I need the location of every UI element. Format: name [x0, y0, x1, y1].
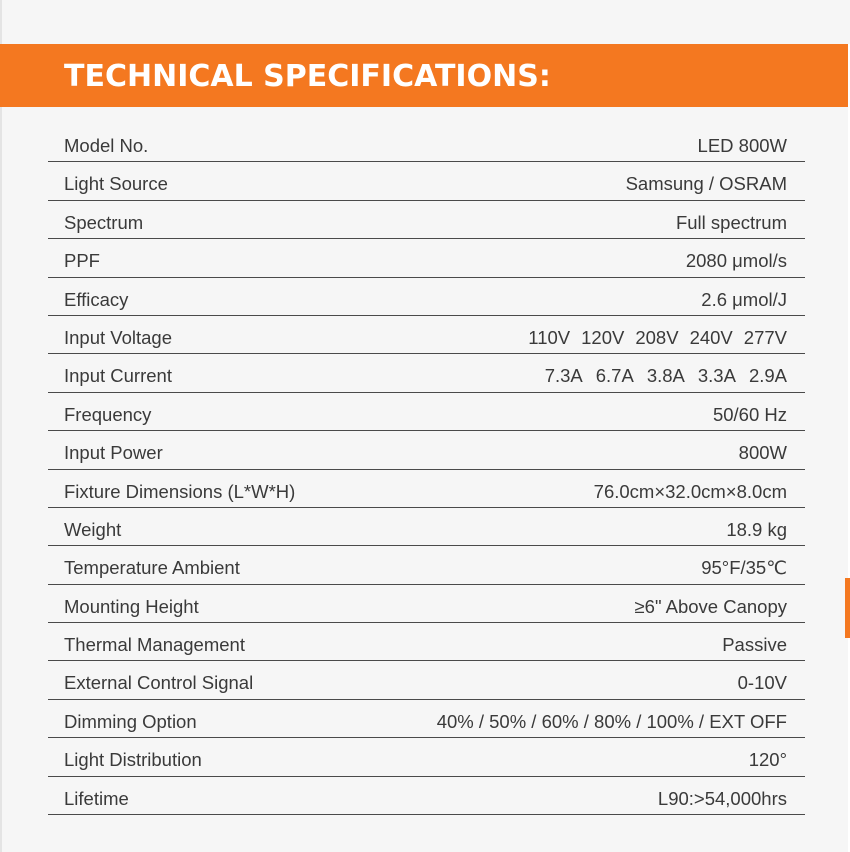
spec-value: 2.6 μmol/J — [701, 288, 787, 310]
spec-row-input-voltage — [48, 316, 805, 354]
spec-label: Light Distribution — [64, 749, 202, 771]
spec-label: Dimming Option — [64, 710, 197, 732]
current-value: 3.3A — [697, 365, 736, 387]
spec-row-lifetime — [48, 777, 805, 815]
spec-value: 76.0cm×32.0cm×8.0cm — [593, 480, 787, 502]
spec-value: 40% / 50% / 60% / 80% / 100% / EXT OFF — [436, 710, 787, 732]
spec-label: Weight — [64, 518, 122, 540]
spec-value: LED 800W — [697, 135, 787, 156]
voltage-value: 208V — [635, 326, 679, 348]
spec-row-light-source — [48, 162, 805, 200]
spec-label: Input Voltage — [64, 326, 173, 348]
spec-label: Input Current — [64, 365, 172, 387]
voltage-value: 120V — [581, 326, 625, 348]
spec-label: Input Power — [64, 442, 163, 464]
spec-label: Light Source — [64, 173, 168, 195]
spec-row-efficacy — [48, 278, 805, 316]
spec-label: Temperature Ambient — [64, 557, 240, 579]
spec-label: PPF — [64, 250, 100, 272]
spec-value: Samsung / OSRAM — [625, 173, 787, 195]
voltage-value: 240V — [689, 326, 733, 348]
spec-value: 2080 μmol/s — [685, 250, 787, 272]
spec-row-mounting-height — [48, 585, 805, 623]
spec-row-dimming — [48, 700, 805, 738]
spec-row-ppf — [48, 239, 805, 277]
spec-header-banner — [0, 44, 848, 107]
spec-row-dimensions — [48, 470, 805, 508]
current-value: 3.8A — [646, 365, 685, 387]
spec-value: 120° — [748, 749, 787, 771]
spec-table — [48, 124, 805, 815]
spec-label: Fixture Dimensions (L*W*H) — [64, 480, 296, 502]
spec-label: Mounting Height — [64, 595, 199, 617]
page-title: TECHNICAL SPECIFICATIONS: — [64, 59, 551, 94]
current-value: 7.3A — [544, 365, 583, 387]
spec-label: Model No. — [64, 135, 149, 156]
voltage-value: 110V — [528, 326, 571, 348]
spec-label: Thermal Management — [64, 634, 245, 656]
spec-value: Full spectrum — [675, 211, 787, 233]
spec-value: L90:>54,000hrs — [657, 787, 787, 809]
spec-row-temperature — [48, 546, 805, 584]
spec-row-control-signal — [48, 661, 805, 699]
spec-value-voltages — [528, 327, 787, 349]
spec-row-input-current — [48, 354, 805, 392]
spec-row-spectrum — [48, 201, 805, 239]
current-value: 6.7A — [595, 365, 634, 387]
spec-row-input-power — [48, 431, 805, 469]
spec-row-weight — [48, 508, 805, 546]
voltage-value: 277V — [743, 326, 787, 348]
spec-row-thermal — [48, 623, 805, 661]
spec-label: Spectrum — [64, 211, 144, 233]
spec-row-model — [48, 124, 805, 162]
spec-label: External Control Signal — [64, 672, 254, 694]
spec-value: Passive — [722, 634, 787, 656]
spec-value: 0-10V — [737, 672, 787, 694]
spec-value-currents — [545, 365, 787, 387]
spec-value: ≥6" Above Canopy — [634, 595, 787, 617]
spec-value: 95°F/35℃ — [701, 557, 787, 579]
spec-value: 18.9 kg — [726, 518, 787, 540]
spec-label: Efficacy — [64, 288, 129, 310]
spec-label: Frequency — [64, 403, 152, 425]
spec-value: 50/60 Hz — [712, 403, 787, 425]
spec-value: 800W — [738, 442, 787, 464]
spec-row-light-distribution — [48, 738, 805, 776]
spec-row-frequency — [48, 393, 805, 431]
current-value: 2.9A — [748, 365, 787, 387]
spec-label: Lifetime — [64, 787, 129, 809]
accent-tab — [845, 578, 850, 638]
